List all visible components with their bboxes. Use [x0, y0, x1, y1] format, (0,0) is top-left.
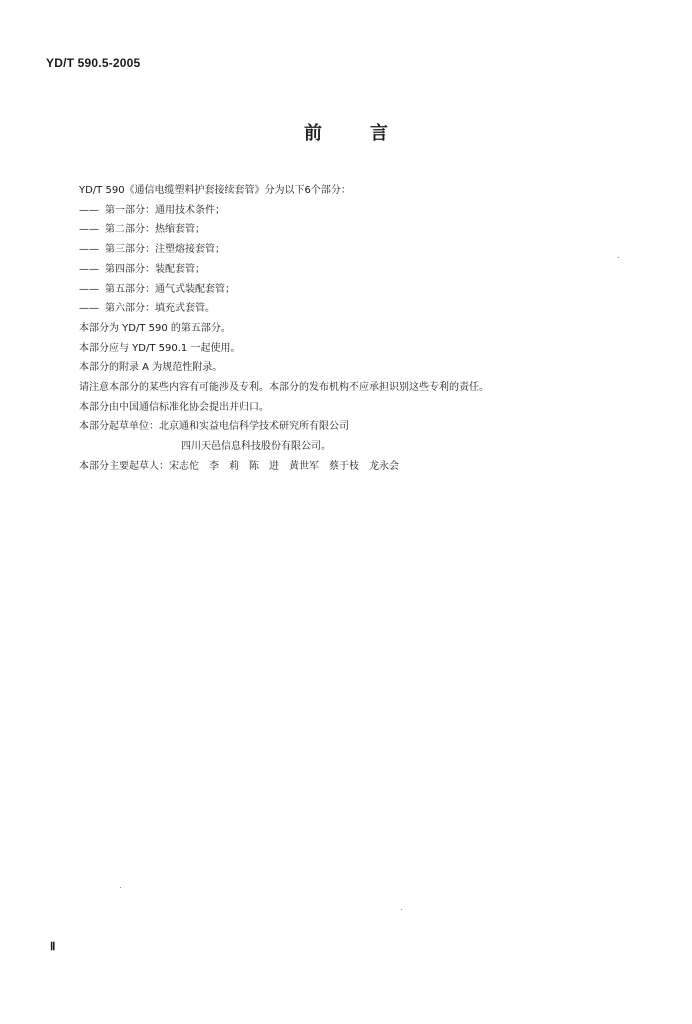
scan-speck [120, 887, 121, 888]
statement-line: 本部分应与 YD/T 590.1 一起使用。 [79, 342, 241, 354]
part-text: 第二部分：热缩套管； [105, 224, 205, 236]
scan-speck [618, 257, 619, 258]
part-item [79, 201, 639, 221]
statement-line: 请注意本部分的某些内容有可能涉及专利。本部分的发布机构不应承担识别这些专利的责任。 [79, 382, 489, 394]
dash-mark: —— [79, 204, 99, 216]
page-title-char-1: 前 [304, 123, 322, 144]
statement-line: 本部分为 YD/T 590 的第五部分。 [79, 322, 231, 334]
part-item [79, 240, 639, 260]
statement-line: 本部分起草单位：北京通和实益电信科学技术研究所有限公司 [79, 421, 349, 433]
part-item [79, 220, 639, 240]
part-text: 第三部分：注塑熔接套管； [105, 244, 225, 256]
statement-line: 本部分由中国通信标准化协会提出并归口。 [79, 401, 269, 413]
page-title-char-2: 言 [370, 123, 388, 144]
part-text: 第六部分：填充式套管。 [105, 303, 215, 315]
preface-body [79, 181, 639, 477]
dash-mark: —— [79, 283, 99, 295]
dash-mark: —— [79, 244, 99, 256]
part-item [79, 260, 639, 280]
part-item [79, 299, 639, 319]
dash-mark: —— [79, 224, 99, 236]
intro-line: YD/T 590《通信电缆塑料护套接续套管》分为以下6个部分： [79, 185, 351, 196]
scan-speck [401, 909, 402, 910]
dash-mark: —— [79, 263, 99, 275]
statement-line: 本部分的附录 A 为规范性附录。 [79, 362, 223, 374]
drafters-line: 本部分主要起草人：宋志佗 李 莉 陈 进 黄世军 蔡于枝 龙永会 [79, 460, 399, 472]
dash-mark: —— [79, 303, 99, 315]
document-code: YD/T 590.5-2005 [46, 56, 141, 70]
part-text: 第四部分：装配套管； [105, 263, 205, 275]
part-text: 第一部分：通用技术条件； [105, 204, 225, 216]
part-text: 第五部分：通气式装配套管； [105, 283, 235, 295]
drafting-unit-continuation: 四川天邑信息科技股份有限公司。 [181, 441, 331, 453]
part-item [79, 280, 639, 300]
page-number: Ⅱ [50, 941, 56, 953]
page-title [0, 119, 692, 145]
